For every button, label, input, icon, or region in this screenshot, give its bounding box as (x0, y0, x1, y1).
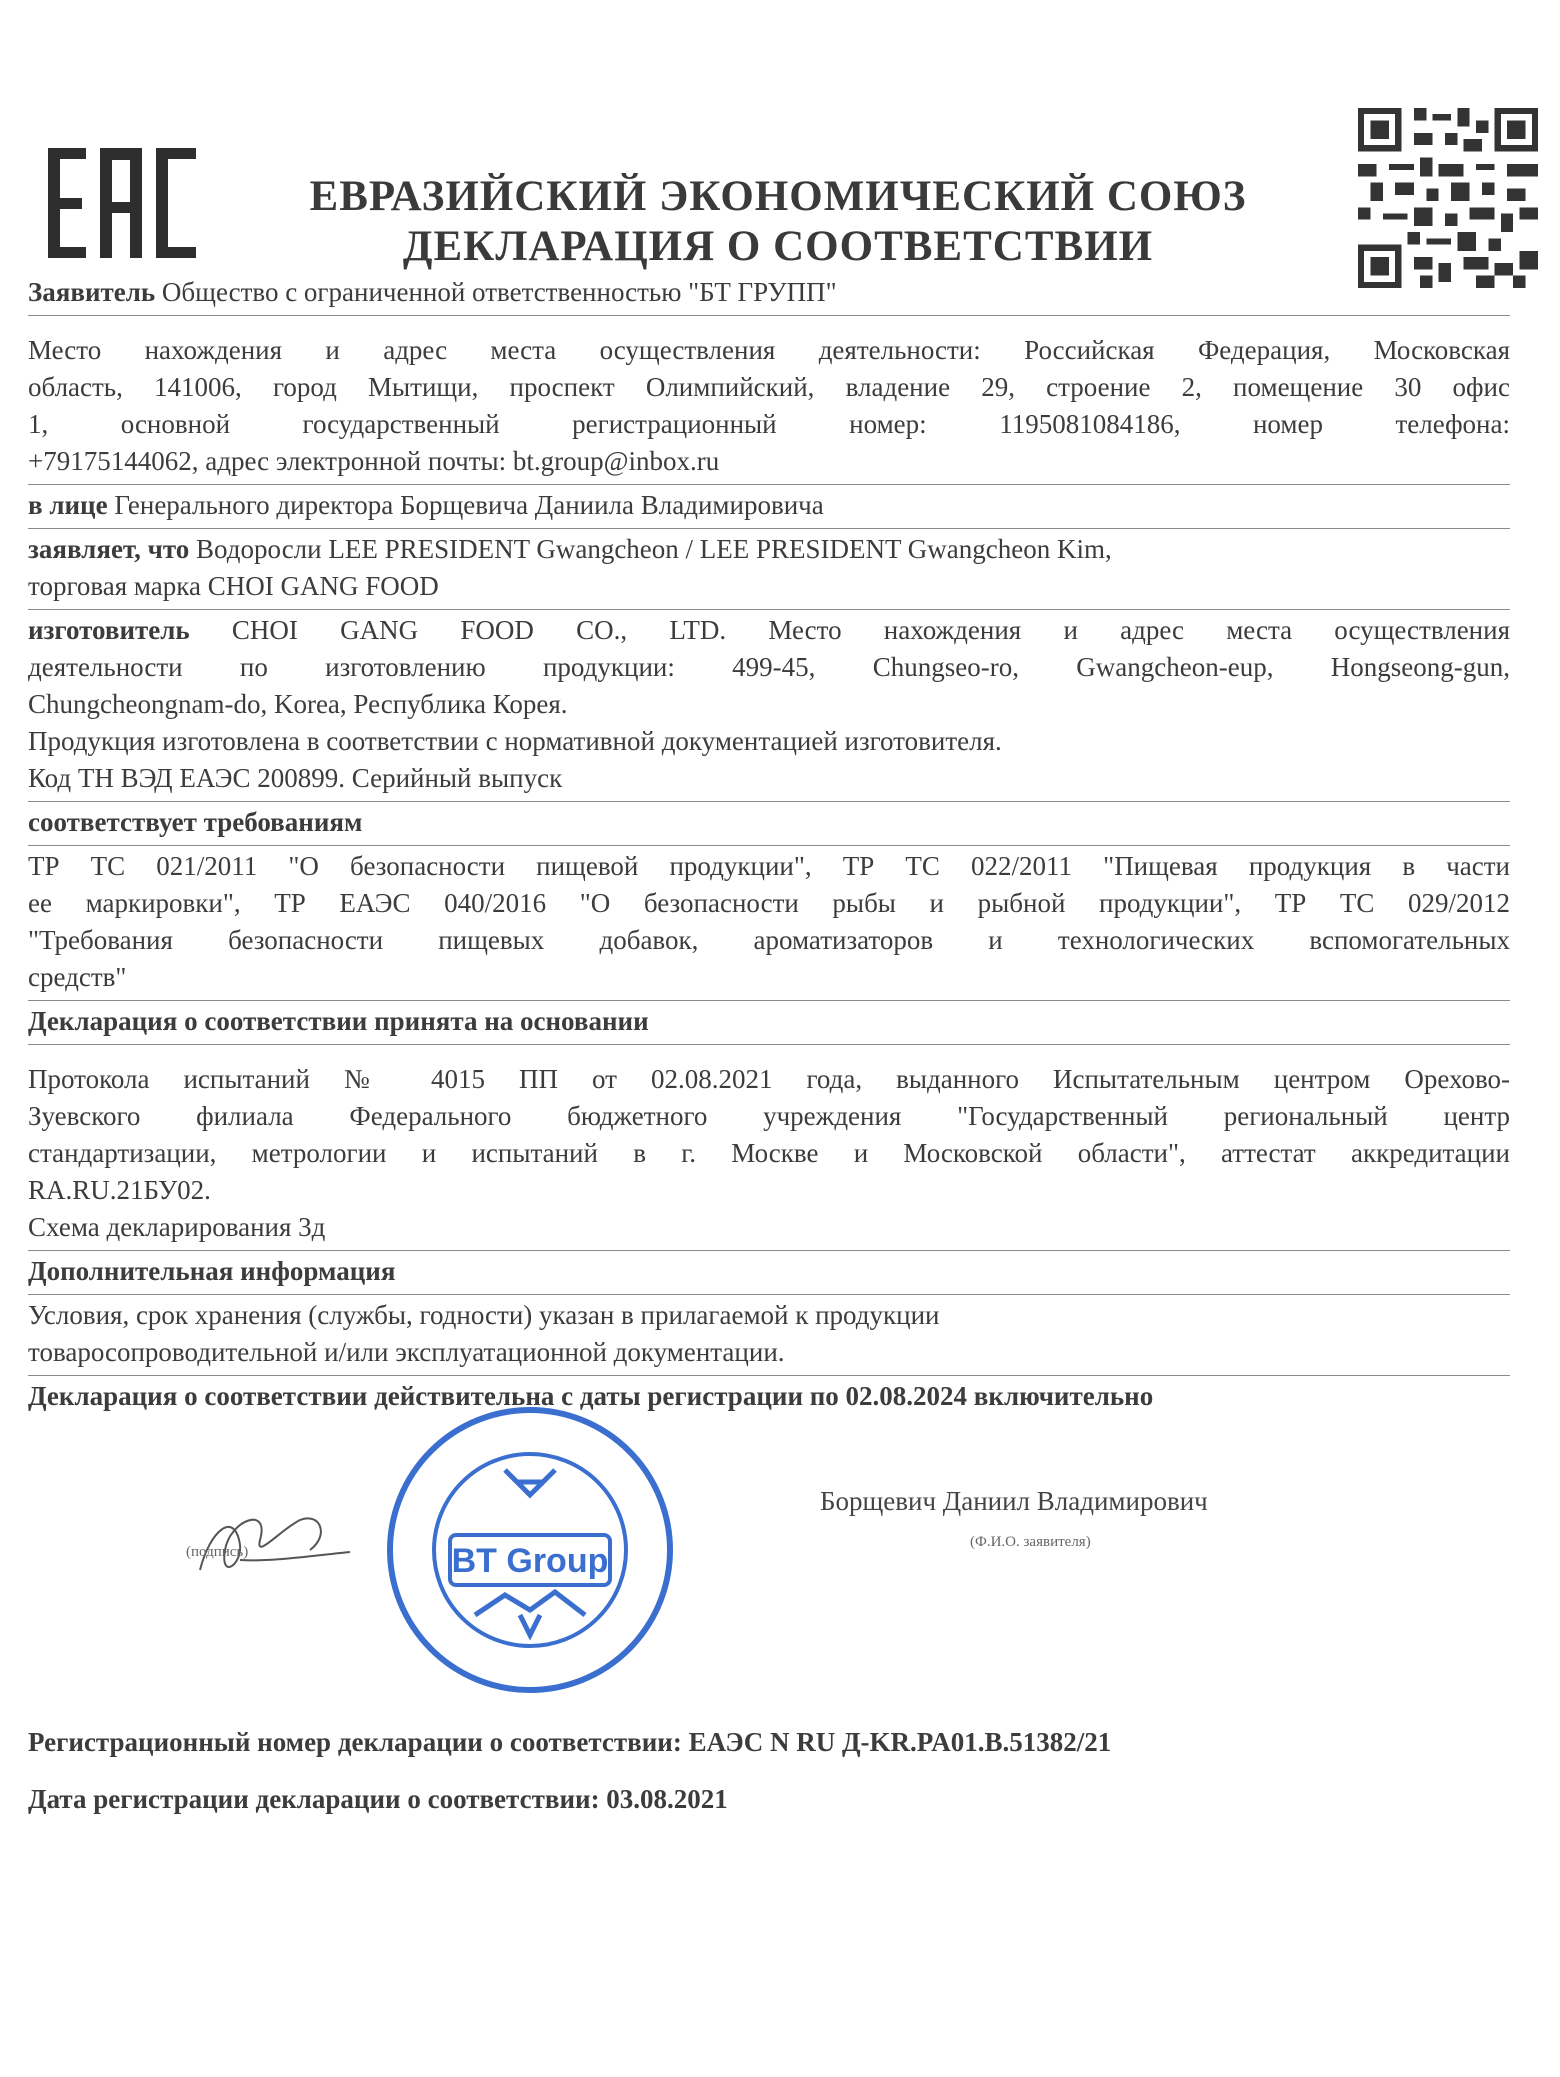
eac-logo-icon (48, 148, 198, 258)
manufacturer-block (28, 610, 1510, 802)
requirement-line: ее маркировки", ТР ЕАЭС 040/2016 "О безопасности рыбы и рыбной продукции", ТР ТС 029/2012 (28, 888, 1510, 918)
applicant-label: Заявитель (28, 277, 156, 307)
manufacturer-line: Продукция изготовлена в соответствии с нормативной документацией изготовителя. (28, 726, 1002, 756)
registration-date: Дата регистрации декларации о соответствии: 03.08.2021 (28, 1784, 728, 1814)
applicant-row (28, 272, 1510, 316)
declares-line: торговая марка CHOI GANG FOOD (28, 571, 439, 601)
additional-heading: Дополнительная информация (28, 1251, 1510, 1295)
fio-label: (Ф.И.О. заявителя) (970, 1534, 1091, 1550)
address-block (28, 330, 1510, 485)
registration-number: Регистрационный номер декларации о соответствии: ЕАЭС N RU Д-KR.PA01.B.51382/21 (28, 1727, 1112, 1757)
declares-label: заявляет, что (28, 534, 190, 564)
manufacturer-label: изготовитель (28, 615, 190, 645)
validity-line: Декларация о соответствии действительна с даты регистрации по 02.08.2024 включительно (28, 1381, 1154, 1411)
company-stamp-icon (380, 1400, 680, 1700)
address-line: Место нахождения и адрес места осуществления деятельности: Российская Федерация, Московская (28, 335, 1510, 365)
scheme-line: Схема декларирования 3д (28, 1212, 326, 1242)
declares-value: Водоросли LEE PRESIDENT Gwangcheon / LEE PRESIDENT Gwangcheon Kim, (189, 534, 1112, 564)
address-line: +79175144062, адрес электронной почты: bt.group@inbox.ru (28, 446, 720, 476)
requirements-block (28, 846, 1510, 1001)
requirements-heading: соответствует требованиям (28, 802, 1510, 846)
requirement-line: "Требования безопасности пищевых добавок, ароматизаторов и технологических вспомогательных (28, 925, 1510, 955)
signature-icon (180, 1490, 360, 1590)
manufacturer-line: Код ТН ВЭД ЕАЭС 200899. Серийный выпуск (28, 763, 563, 793)
requirement-line: средств" (28, 962, 127, 992)
representative-label: в лице (28, 490, 108, 520)
manufacturer-line: Chungcheongnam-do, Korea, Республика Корея. (28, 689, 568, 719)
stamp-text: BT Group (451, 1542, 609, 1580)
applicant-value: Общество с ограниченной ответственностью "БТ ГРУПП" (155, 277, 837, 307)
union-title: ЕВРАЗИЙСКИЙ ЭКОНОМИЧЕСКИЙ СОЮЗ (309, 173, 1247, 220)
basis-heading: Декларация о соответствии принята на основании (28, 1001, 1510, 1045)
requirement-line: ТР ТС 021/2011 "О безопасности пищевой продукции", ТР ТС 022/2011 "Пищевая продукция в части (28, 851, 1510, 881)
address-line: область, 141006, город Мытищи, проспект Олимпийский, владение 29, строение 2, помещение 30 офис (28, 372, 1510, 402)
declaration-body (28, 272, 1510, 1419)
declares-block (28, 529, 1510, 610)
qr-code-icon (1358, 108, 1538, 288)
representative-value: Генерального директора Борщевича Даниила Владимировича (107, 490, 824, 520)
declaration-title: ДЕКЛАРАЦИЯ О СООТВЕТСТВИИ (402, 223, 1154, 270)
additional-block (28, 1295, 1510, 1376)
basis-line: стандартизации, метрологии и испытаний в г. Москве и Московской области", аттестат аккредитации (28, 1138, 1510, 1168)
basis-block (28, 1059, 1510, 1251)
manufacturer-value: CHOI GANG FOOD CO., LTD. Место нахождения и адрес места осуществления (189, 615, 1510, 645)
basis-line: Зуевского филиала Федерального бюджетного учреждения "Государственный региональный центр (28, 1101, 1510, 1131)
applicant-name: Борщевич Даниил Владимирович (820, 1486, 1208, 1516)
header (28, 108, 1548, 288)
basis-line: Протокола испытаний № 4015 ПП от 02.08.2021 года, выданного Испытательным центром Орехово- (28, 1064, 1510, 1094)
additional-line: Условия, срок хранения (службы, годности) указан в прилагаемой к продукции (28, 1300, 940, 1330)
signature-area (180, 1400, 1520, 1660)
address-line: 1, основной государственный регистрационный номер: 1195081084186, номер телефона: (28, 409, 1510, 439)
representative-row (28, 485, 1510, 529)
manufacturer-line: деятельности по изготовлению продукции: 499-45, Chungseo-ro, Gwangcheon-eup, Hongseong-gun, (28, 652, 1510, 682)
signature-label: (подпись) (186, 1544, 249, 1560)
additional-line: товаросопроводительной и/или эксплуатационной документации. (28, 1337, 785, 1367)
basis-line: RA.RU.21БУ02. (28, 1175, 211, 1205)
